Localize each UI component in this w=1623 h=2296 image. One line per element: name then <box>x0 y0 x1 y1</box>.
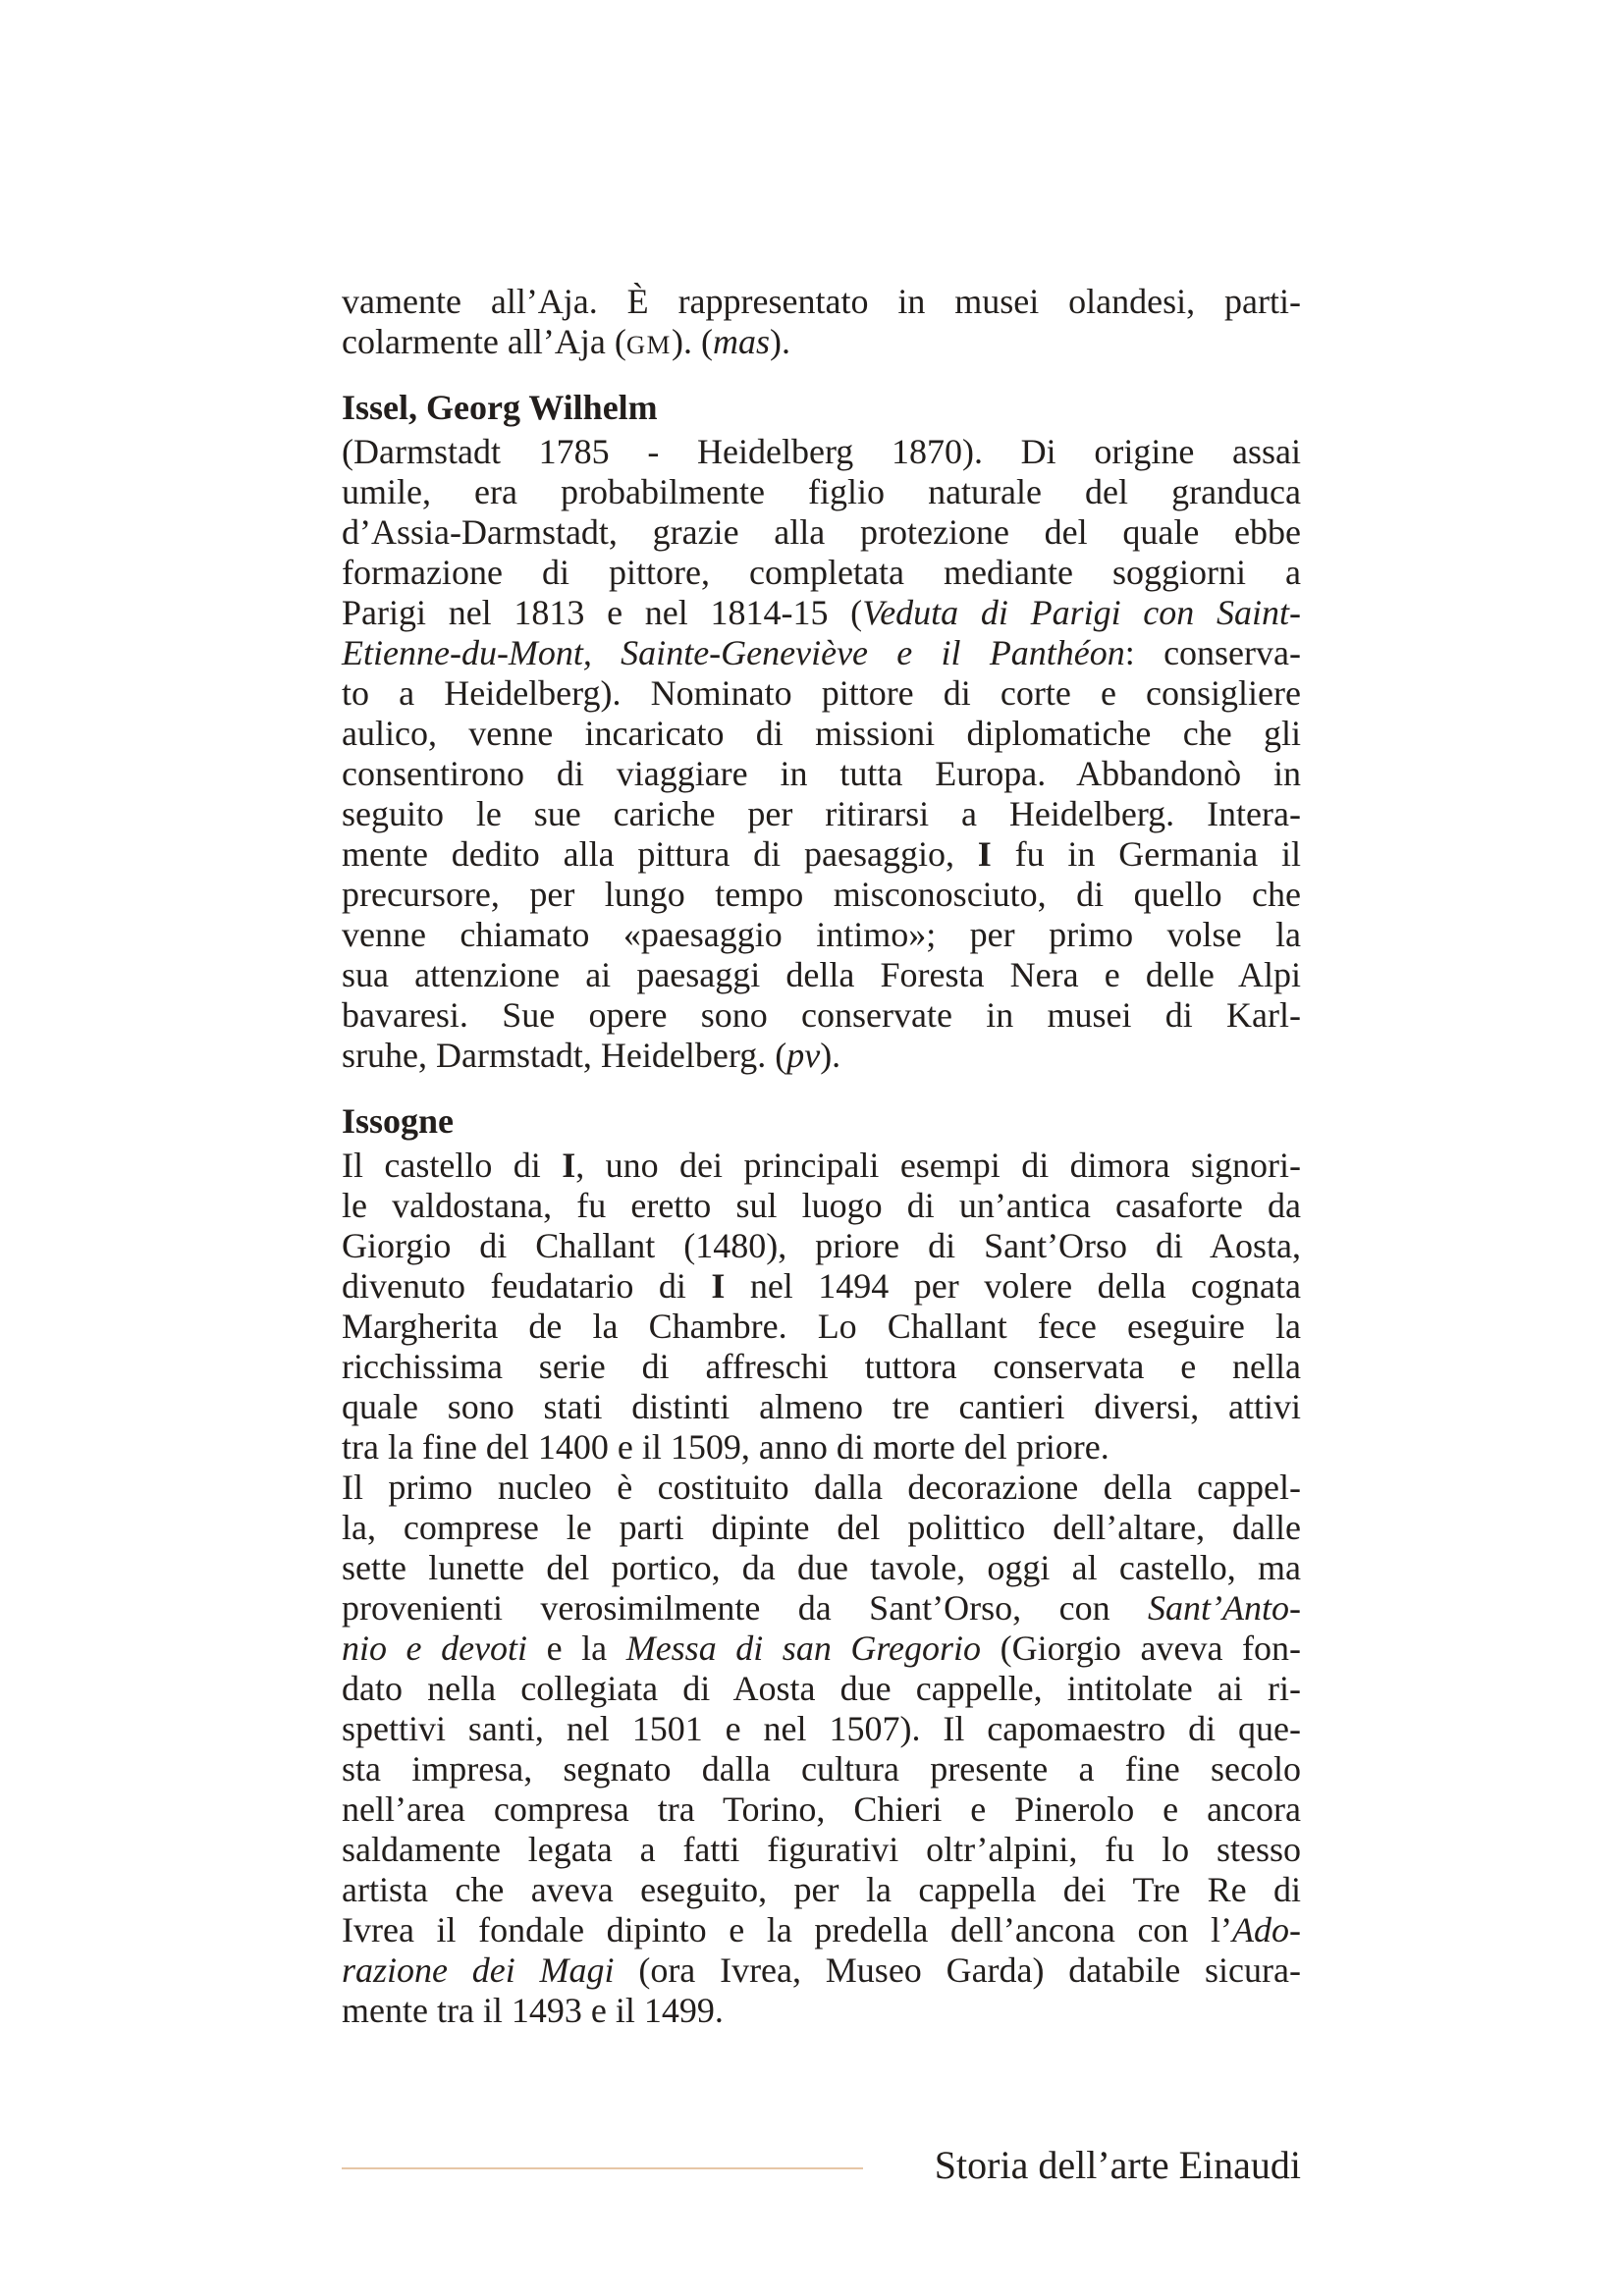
text-run: (Giorgio aveva fon- <box>981 1629 1301 1668</box>
text-run: e la <box>527 1629 626 1668</box>
entry-abbreviation: I <box>977 834 992 874</box>
text-line <box>342 1910 1301 1950</box>
text-run: consentirono di viaggiare in tutta Europa. Abbandonò in <box>342 754 1301 793</box>
text-line <box>342 915 1301 955</box>
text-line <box>342 1548 1301 1588</box>
text-line <box>342 593 1301 633</box>
text-run: Il castello di <box>342 1146 563 1185</box>
text-line <box>342 1950 1301 1991</box>
text-column <box>342 282 1301 2031</box>
entry-abbreviation: I <box>711 1266 726 1306</box>
entry-paragraph <box>342 1146 1301 1468</box>
text-line <box>342 512 1301 553</box>
footer-title: Storia dell’arte Einaudi <box>934 2143 1301 2187</box>
text-run: sette lunette del portico, da due tavole, oggi al castello, ma <box>342 1548 1301 1587</box>
text-line <box>342 282 1301 322</box>
text-run: Giorgio di Challant (1480), priore di Sant’Orso di Aosta, <box>342 1226 1301 1265</box>
text-line <box>342 1468 1301 1508</box>
text-run: sruhe, Darmstadt, Heidelberg. ( <box>342 1036 787 1075</box>
text-line <box>342 794 1301 834</box>
text-line <box>342 1226 1301 1266</box>
italic-text: Messa di san Gregorio <box>625 1629 982 1668</box>
text-run: ). <box>769 322 790 361</box>
page-footer <box>342 2140 1301 2191</box>
italic-text: Veduta di Parigi con Saint- <box>862 593 1301 632</box>
text-run: sua attenzione ai paesaggi della Foresta Nera e delle Alpi <box>342 955 1301 994</box>
text-run: d’Assia-Darmstadt, grazie alla protezione del quale ebbe <box>342 512 1301 552</box>
text-line <box>342 1146 1301 1186</box>
text-run: quale sono stati distinti almeno tre cantieri diversi, attivi <box>342 1387 1301 1426</box>
text-line <box>342 714 1301 754</box>
text-line <box>342 754 1301 794</box>
text-line <box>342 432 1301 472</box>
text-line <box>342 1991 1301 2031</box>
text-line <box>342 1588 1301 1629</box>
text-run: vamente all’Aja. È rappresentato in musei olandesi, parti- <box>342 282 1301 321</box>
text-run: aulico, venne incaricato di missioni diplomatiche che gli <box>342 714 1301 753</box>
text-line <box>342 1387 1301 1427</box>
text-line <box>342 1749 1301 1789</box>
text-line <box>342 1870 1301 1910</box>
entry-paragraph <box>342 432 1301 1076</box>
text-line <box>342 834 1301 875</box>
text-run: provenienti verosimilmente da Sant’Orso, con <box>342 1588 1149 1628</box>
text-run: seguito le sue cariche per ritirarsi a Heidelberg. Intera- <box>342 794 1301 833</box>
text-line <box>342 1508 1301 1548</box>
text-line <box>342 1709 1301 1749</box>
entry-paragraph <box>342 1468 1301 2031</box>
italic-text: Etienne-du-Mont, Sainte-Geneviève e il Panthéon <box>342 633 1125 672</box>
italic-text: razione dei Magi <box>342 1950 615 1990</box>
text-line <box>342 1629 1301 1669</box>
text-line <box>342 995 1301 1036</box>
dictionary-entry <box>342 388 1301 1076</box>
text-line <box>342 955 1301 995</box>
text-line <box>342 1307 1301 1347</box>
text-run: mente dedito alla pittura di paesaggio, <box>342 834 978 874</box>
text-run: ). <box>820 1036 841 1075</box>
text-run: nell’area compresa tra Torino, Chieri e Pinerolo e ancora <box>342 1789 1301 1829</box>
text-line <box>342 1427 1301 1468</box>
text-run: Il primo nucleo è costituito dalla decorazione della cappel- <box>342 1468 1301 1507</box>
text-line <box>342 1036 1301 1076</box>
text-run: : conserva- <box>1124 633 1301 672</box>
text-run: formazione di pittore, completata mediante soggiorni a <box>342 553 1301 592</box>
text-run: fu in Germania il <box>991 834 1302 874</box>
dictionary-entry <box>342 1101 1301 2031</box>
text-run: colarmente all’Aja ( <box>342 322 626 361</box>
text-run: precursore, per lungo tempo misconosciuto, di quello che <box>342 875 1301 914</box>
text-run: tra la fine del 1400 e il 1509, anno di morte del priore. <box>342 1427 1109 1467</box>
text-run: Ivrea il fondale dipinto e la predella dell’ancona con l’ <box>342 1910 1233 1949</box>
text-run: Parigi nel 1813 e nel 1814-15 ( <box>342 593 863 632</box>
text-run: artista che aveva eseguito, per la cappella dei Tre Re di <box>342 1870 1301 1909</box>
text-line <box>342 1347 1301 1387</box>
text-line <box>342 875 1301 915</box>
text-line <box>342 553 1301 593</box>
text-line <box>342 1830 1301 1870</box>
entry-paragraph <box>342 282 1301 362</box>
text-line <box>342 673 1301 714</box>
footer-rule <box>342 2167 863 2169</box>
italic-text: Sant’Anto- <box>1148 1588 1301 1628</box>
text-run: (ora Ivrea, Museo Garda) databile sicura- <box>614 1950 1301 1990</box>
text-run: ricchissima serie di affreschi tuttora conservata e nella <box>342 1347 1301 1386</box>
text-run: divenuto feudatario di <box>342 1266 712 1306</box>
text-run: nel 1494 per volere della cognata <box>725 1266 1301 1306</box>
entry-heading: Issogne <box>342 1101 455 1141</box>
text-run: mente tra il 1493 e il 1499. <box>342 1991 724 2030</box>
text-line <box>342 1266 1301 1307</box>
text-run: to a Heidelberg). Nominato pittore di corte e consigliere <box>342 673 1301 713</box>
text-line <box>342 1186 1301 1226</box>
small-caps-text: GM <box>625 330 672 359</box>
text-run: spettivi santi, nel 1501 e nel 1507). Il capomaestro di que- <box>342 1709 1301 1748</box>
text-line <box>342 633 1301 673</box>
text-run: , uno dei principali esempi di dimora signori- <box>575 1146 1301 1185</box>
text-line <box>342 1789 1301 1830</box>
dictionary-entry <box>342 282 1301 362</box>
text-run: le valdostana, fu eretto sul luogo di un’antica casaforte da <box>342 1186 1301 1225</box>
entry-heading: Issel, Georg Wilhelm <box>342 388 658 427</box>
text-run: la, comprese le parti dipinte del polittico dell’altare, dalle <box>342 1508 1301 1547</box>
text-run: sta impresa, segnato dalla cultura presente a fine secolo <box>342 1749 1301 1789</box>
text-run: venne chiamato «paesaggio intimo»; per primo volse la <box>342 915 1301 954</box>
italic-text: Ado- <box>1232 1910 1301 1949</box>
entry-abbreviation: I <box>562 1146 576 1185</box>
text-run: umile, era probabilmente figlio naturale del granduca <box>342 472 1301 511</box>
text-run: (Darmstadt 1785 - Heidelberg 1870). Di origine assai <box>342 432 1301 471</box>
text-run: dato nella collegiata di Aosta due cappelle, intitolate ai ri- <box>342 1669 1301 1708</box>
italic-text: nio e devoti <box>342 1629 528 1668</box>
italic-text: mas <box>712 322 770 361</box>
text-line <box>342 322 1301 362</box>
text-run: bavaresi. Sue opere sono conservate in musei di Karl- <box>342 995 1301 1035</box>
text-run: Margherita de la Chambre. Lo Challant fece eseguire la <box>342 1307 1301 1346</box>
text-line <box>342 472 1301 512</box>
text-run: ). ( <box>671 322 713 361</box>
italic-text: pv <box>786 1036 821 1075</box>
text-line <box>342 1669 1301 1709</box>
text-run: saldamente legata a fatti figurativi oltr’alpini, fu lo stesso <box>342 1830 1301 1869</box>
